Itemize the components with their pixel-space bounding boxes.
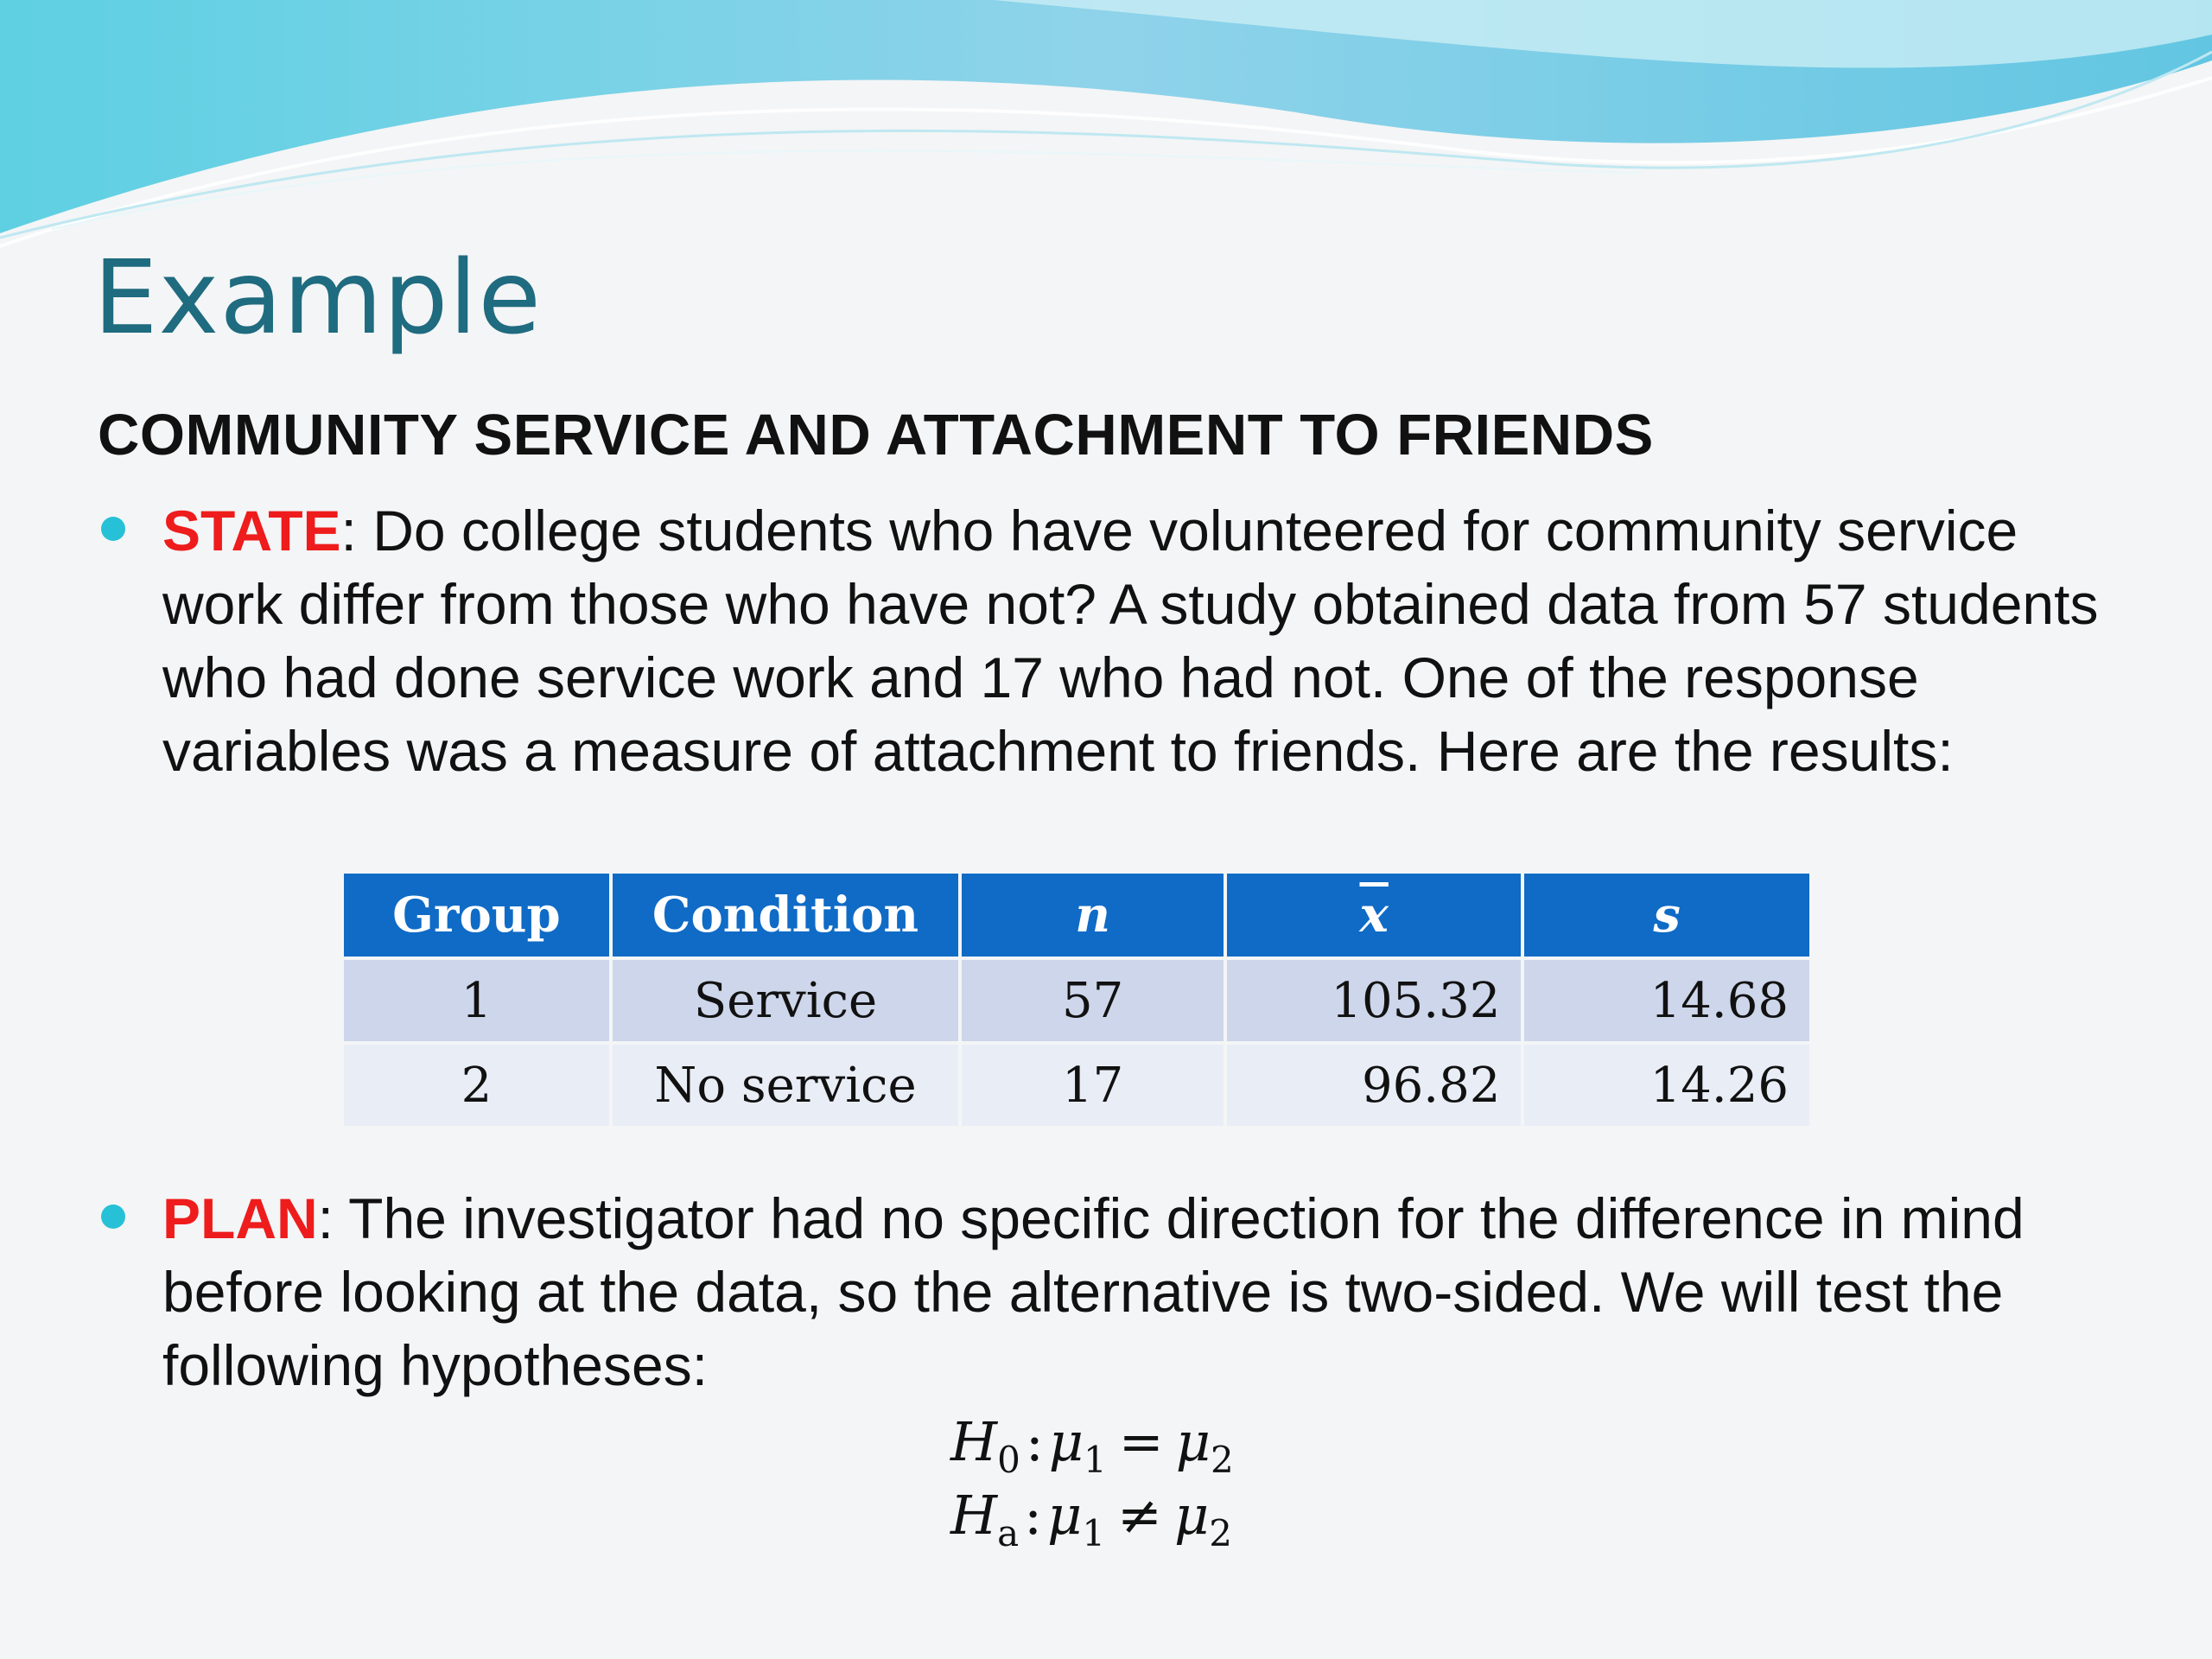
h-symbol: H xyxy=(950,1484,998,1547)
cell-xbar: 96.82 xyxy=(1227,1045,1521,1126)
cell-group: 1 xyxy=(344,960,609,1041)
state-text: : Do college students who have volunteered for community service work differ from those who have not? A study obtained data from 57 students who had done service work and 17 who had not. One of the response variables was a measure of attachment to friends. Here are the results: xyxy=(162,499,2099,783)
header-s: s xyxy=(1524,874,1809,957)
state-keyword: STATE xyxy=(162,499,341,563)
h-symbol: H xyxy=(950,1410,998,1473)
cell-s: 14.68 xyxy=(1524,960,1809,1041)
mu-rhs: μ xyxy=(1174,1484,1210,1547)
header-wave-decoration xyxy=(0,0,2212,259)
plan-keyword: PLAN xyxy=(162,1186,318,1250)
mu-rhs-subscript: 2 xyxy=(1209,1512,1233,1554)
mu-lhs: μ xyxy=(1048,1410,1084,1473)
header-xbar xyxy=(1227,874,1521,957)
cell-s: 14.26 xyxy=(1524,1045,1809,1126)
table-header-row xyxy=(344,874,1809,957)
mu-lhs: μ xyxy=(1047,1484,1083,1547)
not-equal-operator: ≠ xyxy=(1117,1484,1162,1547)
table-row xyxy=(344,960,1809,1041)
state-paragraph xyxy=(162,494,2150,788)
null-hypothesis: $H_0:\mu_1 = \mu_2$ xyxy=(950,1410,1234,1481)
header-condition: Condition xyxy=(613,874,958,957)
mu-lhs-subscript: 1 xyxy=(1082,1512,1106,1554)
cell-group: 2 xyxy=(344,1045,609,1126)
header-n: n xyxy=(962,874,1224,957)
cell-n: 57 xyxy=(962,960,1224,1041)
mu-rhs-subscript: 2 xyxy=(1210,1439,1234,1481)
plan-paragraph xyxy=(162,1182,2150,1402)
slide-title: Example xyxy=(93,238,542,357)
mu-rhs: μ xyxy=(1175,1410,1211,1473)
equals-operator: = xyxy=(1118,1410,1164,1473)
bullet-dot-icon xyxy=(101,1205,125,1229)
bullet-dot-icon xyxy=(101,517,125,541)
table-row xyxy=(344,1045,1809,1126)
xbar-symbol: $\overline{x}$ xyxy=(1359,887,1389,944)
mu-lhs-subscript: 1 xyxy=(1084,1439,1107,1481)
cell-condition: Service xyxy=(613,960,958,1041)
plan-text: : The investigator had no specific direction for the difference in mind before looking at the data, so the alternative is two-sided. We will test the following hypotheses: xyxy=(162,1186,2024,1397)
cell-n: 17 xyxy=(962,1045,1224,1126)
slide-subtitle: COMMUNITY SERVICE AND ATTACHMENT TO FRIENDS xyxy=(98,403,1654,467)
h-subscript: a xyxy=(997,1512,1020,1554)
cell-xbar: 105.32 xyxy=(1227,960,1521,1041)
alternative-hypothesis: $H_a:\mu_1 \ne \mu_2$ xyxy=(950,1484,1233,1554)
h-subscript: 0 xyxy=(997,1439,1020,1481)
results-table xyxy=(340,870,1813,1129)
cell-condition: No service xyxy=(613,1045,958,1126)
header-group: Group xyxy=(344,874,609,957)
